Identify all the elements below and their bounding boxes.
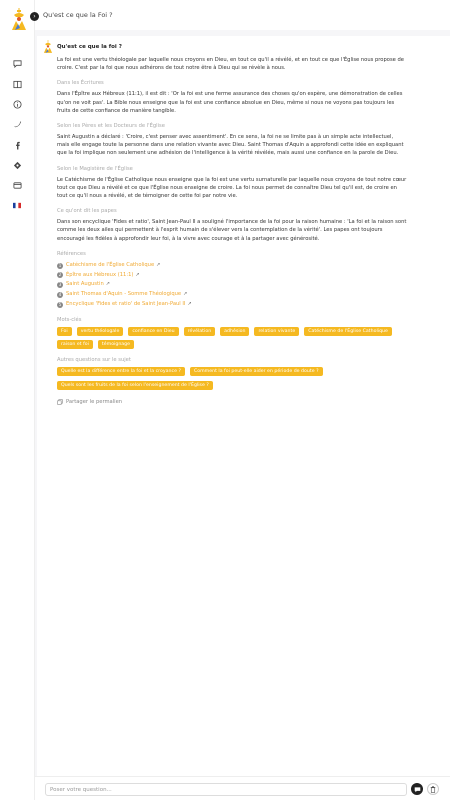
keyword-tag[interactable]: témoignage (98, 340, 134, 349)
reference-number: 1 (58, 262, 62, 268)
other-questions-list (57, 367, 407, 390)
section-heading: Dans les Écritures (57, 80, 104, 87)
keywords-heading: Mots-clés (57, 317, 82, 324)
references-list (57, 261, 407, 310)
topbar (35, 0, 450, 30)
section-text: Dans son encyclique 'Fides et ratio', Saint Jean-Paul II a souligné l'importance de la foi pour la raison humaine : 'La foi et la raison sont comme les deux ailes qui permettent à l'esprit humain de s'élever vers la contemplation de la vérité'. Les papes ont toujours encouragé les fidèles à approfondir leur foi, à la vivre avec courage et à la partager avec générosité. (57, 219, 407, 242)
answer-title: Qu'est ce que la foi ? (57, 44, 122, 50)
twitter-icon[interactable] (12, 119, 22, 129)
related-question-button[interactable]: Quels sont les fruits de la foi selon l'enseignement de l'Église ? (57, 381, 213, 390)
answer-intro: La foi est une vertu théologale par laquelle nous croyons en Dieu, en tout ce qu'il a révélé, et en tout ce que l'Église nous propose de croire. C'est par la foi que nous adhérons de tout notre être à Dieu qui se révèle à nous. (57, 57, 404, 72)
trash-icon (430, 786, 436, 793)
reference-number: 4 (58, 291, 62, 297)
assistant-avatar (42, 40, 54, 54)
reference-number: 3 (58, 282, 62, 288)
share-permalink-link[interactable] (57, 399, 407, 405)
keyword-tag[interactable]: confiance en Dieu (128, 327, 178, 336)
external-link-icon: ↗ (105, 281, 110, 288)
reference-label: Saint Thomas d'Aquin - Somme Théologique (66, 290, 182, 297)
sidebar (0, 0, 35, 800)
card-icon[interactable] (12, 180, 22, 190)
keyword-tag[interactable]: Catéchisme de l'Église Catholique (304, 327, 392, 336)
section-text: Dans l'Épître aux Hébreux (11:1), il est dit : 'Or la foi est une ferme assurance des choses qu'on espère, une démonstration de celles qu'on ne voit pas'. La Bible nous enseigne que la foi est une confiance absolue en Dieu, même si nous ne voyons pas toujours les fruits de cette confiance de manière tangible. (57, 91, 403, 114)
keyword-tag[interactable]: vertu théologale (77, 327, 124, 336)
external-link-icon: ↗ (187, 300, 192, 307)
info-icon[interactable] (12, 99, 22, 109)
french-flag-icon[interactable] (12, 200, 22, 210)
other-questions-heading: Autres questions sur le sujet (57, 357, 131, 364)
section-heading: Ce qu'ont dit les papes (57, 208, 117, 215)
related-question-button[interactable]: Quelle est la différence entre la foi et la croyance ? (57, 367, 185, 376)
section-text: Saint Augustin a déclaré : 'Croire, c'est penser avec assentiment'. En ce sens, la foi ne se limite pas à un simple acte intellectuel, mais elle engage toute la personne dans une relation vivante avec Dieu. Saint Thomas d'Aquin a approfondi cette idée en expliquant que la foi implique non seulement une adhésion de l'intelligence à la vérité révélée, mais aussi une confiance en la parole de Dieu. (57, 134, 404, 157)
composer (35, 776, 450, 800)
section-text: Le Catéchisme de l'Église Catholique nous enseigne que la foi est une vertu surnaturelle par laquelle nous croyons de tout notre cœur tout ce que Dieu a révélé et ce que l'Église nous enseigne de croire. La foi nous permet de connaître Dieu tel qu'il est, de croire en tout ce qu'il nous a révélé, et de témoigner de cette foi par notre vie. (57, 176, 407, 200)
reference-number: 2 (58, 272, 62, 278)
question-input[interactable] (45, 783, 407, 796)
reference-label: Saint Augustin (66, 281, 104, 288)
external-link-icon: ↗ (135, 271, 140, 278)
chat-icon[interactable] (12, 58, 22, 68)
reference-link[interactable] (57, 280, 407, 290)
logo[interactable] (10, 8, 28, 32)
reference-label: Catéchisme de l'Église Catholique (66, 261, 155, 268)
external-link-icon: ↗ (183, 290, 188, 297)
conversation-title: Qu'est ce que la Foi ? (43, 11, 113, 19)
reference-link[interactable] (57, 271, 407, 281)
reference-link[interactable] (57, 300, 407, 310)
chat-send-icon (414, 786, 421, 793)
reference-link[interactable] (57, 261, 407, 271)
answer-card (37, 36, 450, 776)
reference-number: 5 (58, 301, 62, 307)
reference-label: Encyclique 'Fides et ratio' de Saint Jean-Paul II (66, 300, 186, 307)
copy-icon (57, 399, 63, 405)
send-button[interactable] (411, 783, 423, 795)
related-question-button[interactable]: Comment la foi peut-elle aider en période de doute ? (190, 367, 323, 376)
clear-conversation-button[interactable] (427, 783, 439, 795)
keyword-tag[interactable]: adhésion (220, 327, 249, 336)
share-permalink-label: Partager le permalien (66, 399, 123, 406)
facebook-icon[interactable] (12, 140, 22, 150)
section-heading: Selon les Pères et les Docteurs de l'Église (57, 123, 165, 130)
keyword-tag[interactable]: raison et foi (57, 340, 93, 349)
external-link-icon: ↗ (156, 261, 161, 268)
reference-label: Épître aux Hébreux (11:1) (66, 271, 134, 278)
book-icon[interactable] (12, 79, 22, 89)
references-heading: Références (57, 250, 86, 257)
keywords-list (57, 327, 407, 349)
section-heading: Selon le Magistère de l'Église (57, 165, 133, 172)
keyword-tag[interactable]: Foi (57, 327, 72, 336)
reference-link[interactable] (57, 290, 407, 300)
answer-content (57, 44, 407, 405)
collapse-sidebar-button[interactable]: › (30, 12, 39, 21)
keyword-tag[interactable]: révélation (184, 327, 216, 336)
keyword-tag[interactable]: relation vivante (254, 327, 299, 336)
app-icon[interactable] (12, 160, 22, 170)
